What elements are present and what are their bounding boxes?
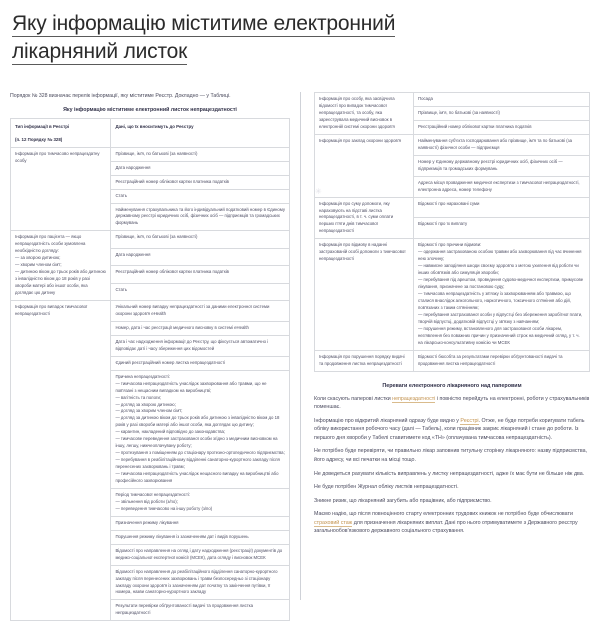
table-cell-registry-data: Відомості про направлення на огляд і дату надходження (реєстрації) документів до медико-соціальної експертної комісії (МСЕК), дата огляду і висновок МСЕК bbox=[111, 544, 290, 565]
data-block-bullet: — догляд за хворою дитиною; bbox=[115, 401, 176, 407]
data-block-bullet: — перебування застрахованої особи у відпустці без збереження заробітної плати, творчій відпустці, додатковій відпустці у зв'язку з навчанням; bbox=[418, 311, 583, 324]
table-header-row bbox=[11, 119, 290, 147]
advantage-paragraph: Не буде потрібен Журнал обліку листків непрацездатності. bbox=[314, 484, 459, 491]
table-row bbox=[11, 231, 290, 248]
table-cell-registry-data-list bbox=[111, 488, 290, 516]
intro-paragraph: Порядок № 328 визначає перелік інформації, яку міститиме Реєстр. Докладно — у Таблиці. bbox=[10, 93, 231, 99]
table-header-type-line2: (п. 12 Порядку № 328) bbox=[15, 136, 63, 142]
left-column bbox=[0, 92, 300, 616]
table-cell-registry-data: Номер у Єдиному державному реєстрі юридичних осіб, фізичних осіб — підприємців та громадських формувань bbox=[414, 155, 590, 176]
two-column-body bbox=[0, 92, 600, 616]
data-block-bullet: — тимчасова непрацездатність унаслідок захворювання або травми, що не пов'язані з нещасним випадком на виробництві; bbox=[115, 380, 267, 393]
data-block-bullet: — протезування з поміщенням до стаціонару протезно-ортопедичного підприємства; bbox=[115, 450, 285, 456]
data-block-bullet: — перебування під арештом, проведення судово-медичної експертизи, примусове лікування, призначене за постановою суду; bbox=[418, 277, 584, 290]
table-cell-info-type: Інформація про порушення порядку видачі та продовження листка непрацездатності bbox=[315, 350, 414, 371]
table-cell-registry-data: Прізвище, ім'я, по батькові (за наявності) bbox=[414, 106, 590, 120]
inline-link[interactable]: непрацездатності bbox=[392, 395, 436, 402]
table-cell-info-type: Інформація про суму допомоги, яку нараховують на підставі листка непрацездатності, в т. ч. суми оплати перших п'яти днів тимчасової непрацездатності bbox=[315, 197, 414, 239]
data-block-head: Відомості про причини відмови: bbox=[418, 242, 482, 248]
info-type-bullet: — дитиною віком до трьох років або дитиною з інвалідністю віком до 18 років у разі хвороби матері або іншої особи, яка доглядає цю дитину bbox=[15, 269, 106, 296]
registry-table-body-right bbox=[315, 93, 590, 372]
inline-link[interactable]: Реєстрі bbox=[460, 417, 479, 424]
table-cell-registry-data: Найменування страхувальника та його індивідуальний податковий номер в Єдиному державному реєстрі юридичних осіб, фізичних осіб — підприємців та громадських формувань bbox=[111, 203, 290, 231]
data-block-bullet: — навмисне заподіяння шкоди своєму здоров'ю з метою ухилення від роботи чи інших обов'язків або симуляція хвороби; bbox=[418, 263, 579, 276]
table-cell-info-type: Інформація про заклад охорони здоров'я bbox=[315, 134, 414, 197]
table-cell-registry-data: Реєстраційний номер облікової картки платника податків bbox=[111, 266, 290, 283]
table-cell-info-type: Інформація про випадок тимчасової непрацездатності bbox=[11, 300, 111, 620]
table-cell-registry-data: Дата народження bbox=[111, 161, 290, 175]
page-title bbox=[12, 10, 588, 65]
table-cell-registry-data: Єдиний реєстраційний номер листка непрацездатності bbox=[111, 356, 290, 370]
table-cell-registry-data: Прізвище, ім'я, по батькові (за наявності) bbox=[111, 231, 290, 248]
table-header-type bbox=[11, 119, 111, 147]
table-cell-registry-data: Дата народження bbox=[111, 248, 290, 265]
table-caption: Яку інформацію міститиме електронний листок непрацездатності bbox=[63, 107, 237, 114]
table-row bbox=[11, 300, 290, 321]
advantage-paragraph: Коли скасують паперові листки непрацездатності і повністю перейдуть на електронні, роботи у страхувальників поменшає. bbox=[314, 395, 590, 411]
table-row bbox=[315, 134, 590, 155]
data-block-bullet: — вагітність та пологи; bbox=[115, 394, 162, 400]
right-column bbox=[300, 92, 600, 600]
registry-table-part-2 bbox=[314, 92, 590, 372]
data-block-bullet: — порушення режиму, встановленого для застрахованої особи лікарем, нез'явлення без поважних причин у призначений строк на медичний огляд, у т. ч. на лікарсько-консультативну комісію чи МСЕК bbox=[418, 325, 580, 345]
table-cell-registry-data: Посада bbox=[414, 93, 590, 107]
table-cell-info-type: Інформація про тимчасово непрацездатну особу bbox=[11, 147, 111, 231]
data-block-bullet: — тимчасова непрацездатність у зв'язку із захворюванням або травмою, що сталися внаслідок алкогольного, наркотичного, токсичного сп'яніння або дій, пов'язаних з таким сп'янінням; bbox=[418, 291, 571, 310]
table-cell-registry-data: Дата і час надходження інформації до Реєстру, що фіксується автоматично і відповідає даті і часу збереження цих відомостей bbox=[111, 335, 290, 356]
table-row bbox=[11, 147, 290, 161]
asterisk-decoration-icon: ✳ bbox=[315, 187, 322, 196]
advantage-paragraph: Зникне ризик, що лікарняний загубить або працівник, або підприємство. bbox=[314, 497, 492, 504]
table-header-type-line1: Тип інформації в Реєстрі bbox=[15, 124, 70, 130]
inline-link[interactable]: страховий стаж bbox=[314, 519, 353, 526]
table-row bbox=[315, 197, 590, 218]
advantage-paragraph: Не доведеться рахувати кількість виправлень у листку непрацездатності, адже їх має бути не більше ніж два. bbox=[314, 470, 585, 477]
data-block-bullet: — переведення тимчасово на іншу роботу (з/по) bbox=[115, 505, 213, 511]
data-block-bullet: — одержання застрахованою особою травми або захворювання під час вчинення нею злочину; bbox=[418, 249, 582, 262]
data-block-bullet: — догляд за хворим членом сім'ї; bbox=[115, 408, 183, 414]
advantage-paragraph: Маємо надію, що після повноцінного старту електронних трудових книжок не потрібно буде обчислювати страховий стаж для призначення лікарняних виплат. Дані про нього отримуватимете з Державного реєстру загальнообов'язкового державного соціального страхування. bbox=[314, 511, 578, 535]
table-cell-registry-data: Стать bbox=[111, 283, 290, 300]
table-cell-registry-data: Реєстраційний номер облікової картки платника податків bbox=[414, 120, 590, 134]
table-cell-info-type: Інформація про пацієнта — якщо непрацездатність особи зумовлена необхідністю догляду: — за хворою дитиною; — хворим членом сім'ї; — дитиною віком до трьох років або дитиною з інвалідністю віком до 18 років у разі хвороби матері або іншої особи, яка доглядає цю дитину bbox=[11, 231, 111, 301]
table-cell-registry-data: Найменування суб'єкта господарювання або прізвище, ім'я та по батькові (за наявності) фізичної особи — підприємця bbox=[414, 134, 590, 155]
data-block-head: Причина непрацездатності: bbox=[115, 373, 171, 379]
info-type-bullet: — за хворою дитиною; bbox=[15, 255, 61, 261]
page-title-line-2: лікарняний листок bbox=[12, 39, 188, 63]
data-block-bullet: — перебування в реабілітаційному відділенні санаторно-курортного закладу після перенесених захворювань і травм; bbox=[115, 457, 280, 470]
table-row bbox=[315, 350, 590, 371]
table-row bbox=[315, 93, 590, 107]
table-cell-info-type: Інформація про особу, яка засвідчила відомості про випадок тимчасової непрацездатності, та особу, яка зареєструвала медичний висновок в електронній системі охорони здоров'я bbox=[315, 93, 414, 135]
table-cell-registry-data: Номер, дата і час реєстрації медичного висновку в системі eHealth bbox=[111, 321, 290, 335]
table-cell-info-type: Інформація про відмову в наданні застрахованій особі допомоги з тимчасової непрацездатності bbox=[315, 239, 414, 350]
table-cell-registry-data: Відомості про нараховані суми bbox=[414, 197, 590, 218]
table-cell-registry-data: Відомості бюсобта за результатами перевірки обґрунтованості видачі та продовження листка непрацездатності bbox=[414, 350, 590, 371]
data-block-bullet: — догляд за дитиною віком до трьох років або дитиною з інвалідністю віком до 18 років у разі хвороби матері або іншої особи, яка доглядає цю дитину; bbox=[115, 415, 280, 428]
table-cell-registry-data: Відомості про направлення до реабілітаційного відділення санаторно-курортного закладу після перенесених захворювань і травм безпосередньо зі стаціонару закладу охорони здоров'я із зазначенням дат початку та закінчення путівки, її номера, назви санаторно-курортного закладу bbox=[111, 565, 290, 600]
table-cell-registry-data: Призначення режиму лікування bbox=[111, 516, 290, 530]
data-block-bullet: — тимчасове переведення застрахованої особи згідно з медичним висновком на іншу, легшу, нижчеоплачувану роботу; bbox=[115, 436, 278, 449]
table-header-data: Дані, що їх вноситимуть до Реєстру bbox=[111, 119, 290, 147]
data-block-head: Період тимчасової непрацездатності: bbox=[115, 491, 191, 497]
table-row bbox=[315, 239, 590, 350]
data-block-bullet: — тимчасова непрацездатність унаслідок нещасного випадку на виробництві або професійного захворювання bbox=[115, 471, 279, 483]
data-block-bullet: — звільнення від роботи (з/по); bbox=[115, 498, 178, 504]
table-cell-registry-data: Відомості про їх виплату bbox=[414, 218, 590, 239]
advantage-paragraph: Інформацію про відкритий лікарняний одразу буде видно у Реєстрі. Отже, не буде потреби коригувати табель обліку використання робочого часу (далі — Табель), коли працівник закриє лікарняний і стане до роботи. Із першого дня хвороби у Табелі ставитимете код «ТН» (оплачувана тимчасова непрацездатність). bbox=[314, 417, 585, 441]
info-type-bullet: — хворим членом сім'ї; bbox=[15, 262, 62, 268]
registry-table-part-1 bbox=[10, 118, 290, 621]
page-title-line-1: Яку інформацію міститиме електронний bbox=[12, 12, 396, 35]
table-cell-registry-data: Прізвище, ім'я, по батькові (за наявності) bbox=[111, 147, 290, 161]
table-cell-registry-data: Реєстраційний номер облікової картки платника податків bbox=[111, 175, 290, 189]
table-cell-registry-data: Адреса місця провадження медичної експертизи з тимчасової непрацездатності, електронна адреса, номер телефону bbox=[414, 176, 590, 197]
advantages-section-title: Переваги електронного лікарняного над паперовим bbox=[382, 382, 522, 389]
data-block-bullet: — карантин, накладений відповідно до законодавства; bbox=[115, 429, 226, 435]
table-cell-registry-data: Унікальний номер випадку непрацездатності за даними електронної системи охорони здоров'я eHealth bbox=[111, 300, 290, 321]
table-cell-registry-data: Результати перевірки обґрунтованості видачі та продовження листка непрацездатності bbox=[111, 600, 290, 621]
table-cell-registry-data-list bbox=[111, 370, 290, 488]
advantages-paragraphs bbox=[314, 395, 590, 537]
page-title-block bbox=[0, 0, 600, 65]
table-cell-registry-data: Порушення режиму лікування із зазначенням дат і видів порушень bbox=[111, 530, 290, 544]
table-cell-registry-data-list bbox=[414, 239, 590, 350]
registry-table-body-left bbox=[11, 147, 290, 621]
advantage-paragraph: Не потрібно буде перевіряти, чи правильно лікар заповнив титульну сторінку лікарняного: назву підприємства, його адресу, чи всі печатки на місці тощо. bbox=[314, 448, 588, 464]
table-cell-registry-data: Стать bbox=[111, 189, 290, 203]
